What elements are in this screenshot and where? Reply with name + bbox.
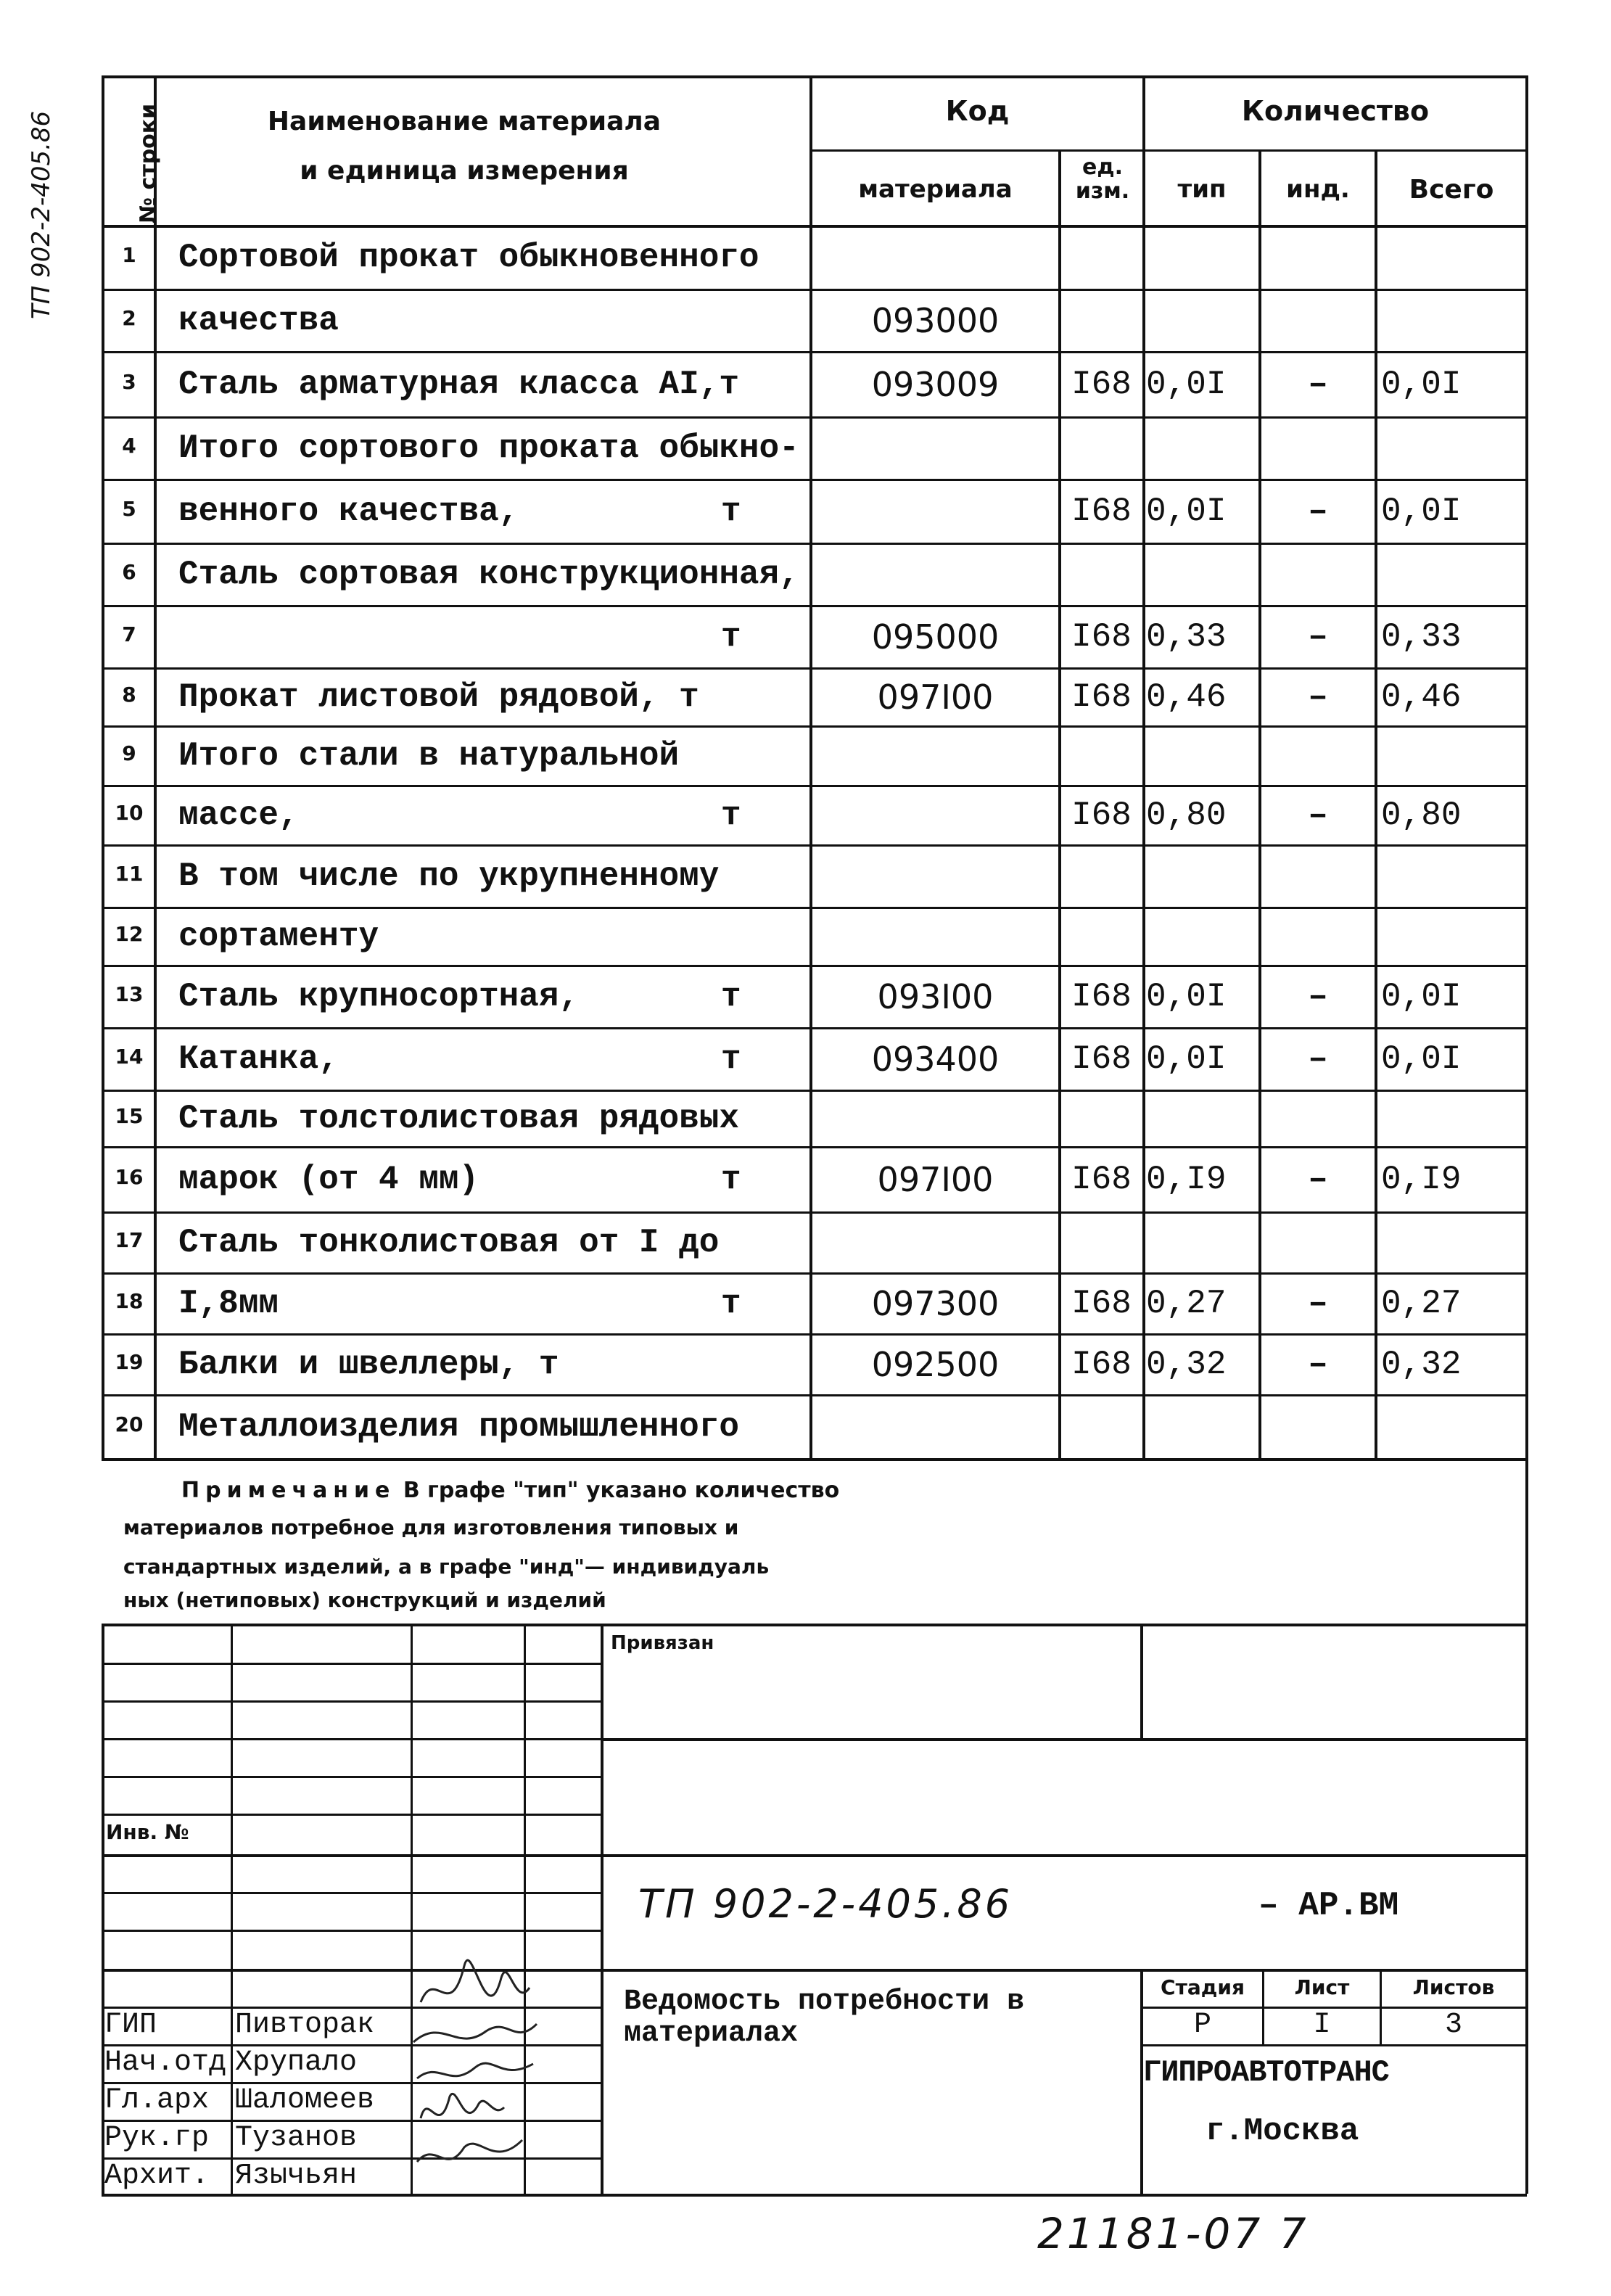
row-number: 4 xyxy=(122,434,136,458)
signer-role: Нач.отд xyxy=(104,2046,227,2079)
header-name-2: и единица измерения xyxy=(300,156,629,186)
row-number: 10 xyxy=(115,801,144,825)
doc-title-line-2: материалах xyxy=(624,2017,799,2050)
row-total: 0,46 xyxy=(1381,678,1462,716)
row-ind: – xyxy=(1308,1161,1328,1198)
sheets-label: Листов xyxy=(1412,1975,1495,1999)
row-name: Катанка, xyxy=(178,1040,339,1078)
row-code: 097I00 xyxy=(877,678,994,717)
doc-title-line-1: Ведомость потребности в xyxy=(624,1986,1025,2018)
row-code: 092500 xyxy=(871,1345,1000,1384)
row-ind: – xyxy=(1308,978,1328,1016)
signer-role: Гл.арх xyxy=(104,2084,210,2117)
row-unit: I68 xyxy=(1071,1346,1132,1383)
row-unit-t: т xyxy=(721,493,741,530)
row-ind: – xyxy=(1308,366,1328,403)
row-unit-t: т xyxy=(721,978,741,1016)
row-code: 093I00 xyxy=(877,977,994,1016)
row-total: 0,0I xyxy=(1381,366,1462,403)
row-unit: I68 xyxy=(1071,678,1132,716)
row-name: Прокат листовой рядовой, т xyxy=(178,678,699,716)
row-total: 0,80 xyxy=(1381,797,1462,834)
signer-name: Язычьян xyxy=(235,2160,358,2192)
doc-suffix: – АР.ВМ xyxy=(1258,1887,1399,1925)
row-typ: 0,27 xyxy=(1146,1285,1227,1322)
row-number: 16 xyxy=(115,1165,144,1189)
note-line-2: материалов потребное для изготовления типовых и xyxy=(123,1515,739,1539)
row-name: Металлоизделия промышленного xyxy=(178,1408,739,1446)
signer-name: Хрупало xyxy=(235,2046,358,2079)
row-name: I,8мм xyxy=(178,1285,279,1322)
row-ind: – xyxy=(1308,1346,1328,1383)
header-name: Наименование материала xyxy=(267,107,662,136)
row-typ: 0,0I xyxy=(1146,1040,1227,1078)
signer-role: Архит. xyxy=(104,2160,210,2192)
row-unit-t: т xyxy=(721,1040,741,1078)
sheet-value: I xyxy=(1313,2009,1331,2041)
row-unit: I68 xyxy=(1071,1040,1132,1078)
row-unit: I68 xyxy=(1071,493,1132,530)
footer-number: 21181-07 7 xyxy=(1037,2209,1309,2258)
row-total: 0,0I xyxy=(1381,493,1462,530)
header-code: Код xyxy=(945,95,1010,127)
row-ind: – xyxy=(1308,797,1328,834)
row-code: 095000 xyxy=(871,617,1000,657)
row-typ: 0,80 xyxy=(1146,797,1227,834)
row-name: Сталь сортовая конструкционная, xyxy=(178,556,799,593)
header-total: Всего xyxy=(1409,175,1494,205)
row-number: 2 xyxy=(122,306,136,330)
row-name: В том числе по укрупненному xyxy=(178,857,720,895)
note-prefix: Примечание xyxy=(181,1478,396,1503)
row-number: 15 xyxy=(115,1104,144,1128)
row-number: 3 xyxy=(122,370,136,394)
row-number: 13 xyxy=(115,982,144,1006)
row-code: 097I00 xyxy=(877,1160,994,1199)
row-number: 8 xyxy=(122,683,136,707)
row-ind: – xyxy=(1308,493,1328,530)
row-typ: 0,46 xyxy=(1146,678,1227,716)
org-name: ГИПРОАВТОТРАНС xyxy=(1143,2055,1389,2090)
signer-role: Рук.гр xyxy=(104,2122,210,2155)
row-typ: 0,32 xyxy=(1146,1346,1227,1383)
row-number: 12 xyxy=(115,922,144,946)
row-name: марок (от 4 мм) xyxy=(178,1161,479,1198)
privyazan-label: Привязан xyxy=(611,1632,714,1654)
row-total: 0,I9 xyxy=(1381,1161,1462,1198)
row-number: 20 xyxy=(115,1412,144,1436)
row-number: 11 xyxy=(115,862,144,886)
row-number: 19 xyxy=(115,1350,144,1374)
row-name: массе, xyxy=(178,797,299,834)
row-name: качества xyxy=(178,302,339,340)
stage-value: Р xyxy=(1193,2009,1211,2041)
row-typ: 0,0I xyxy=(1146,493,1227,530)
row-number: 17 xyxy=(115,1228,144,1252)
row-name: Итого сортового проката обыкно- xyxy=(178,429,799,467)
row-number: 9 xyxy=(122,741,136,765)
doc-code: ТП 902-2-405.86 xyxy=(638,1881,1013,1927)
row-number: 1 xyxy=(122,243,136,267)
header-typ: тип xyxy=(1177,175,1227,204)
row-name: Сталь тонколистовая от I до xyxy=(178,1224,720,1262)
row-name: Сталь толстолистовая рядовых xyxy=(178,1100,739,1137)
row-unit: I68 xyxy=(1071,1161,1132,1198)
row-unit-t: т xyxy=(721,797,741,834)
sheet-label: Лист xyxy=(1294,1975,1350,1999)
header-ind: инд. xyxy=(1286,175,1350,204)
row-name: венного качества, xyxy=(178,493,519,530)
row-unit-t: т xyxy=(721,618,741,656)
row-unit: I68 xyxy=(1071,797,1132,834)
header-quantity: Количество xyxy=(1241,95,1430,127)
signer-name: Пивторак xyxy=(235,2009,375,2041)
signer-name: Шаломеев xyxy=(235,2084,375,2117)
row-name: Сталь крупносортная, xyxy=(178,978,580,1016)
row-code: 097300 xyxy=(871,1284,1000,1323)
header-material: материала xyxy=(858,175,1013,204)
note-line-4: ных (нетиповых) конструкций и изделий xyxy=(123,1588,606,1612)
signer-name: Тузанов xyxy=(235,2122,358,2155)
row-total: 0,0I xyxy=(1381,1040,1462,1078)
row-code: 093400 xyxy=(871,1040,1000,1079)
row-total: 0,32 xyxy=(1381,1346,1462,1383)
row-name: Сталь арматурная класса АI,т xyxy=(178,366,739,403)
sheets-value: 3 xyxy=(1444,2009,1462,2041)
row-ind: – xyxy=(1308,1285,1328,1322)
note-line-3: стандартных изделий, а в графе "инд"— индивидуаль xyxy=(123,1555,770,1579)
side-note: ТП 902-2-405.86 xyxy=(27,110,56,319)
org-city: г.Москва xyxy=(1206,2113,1359,2149)
row-name: Сортовой прокат обыкновенного xyxy=(178,239,759,276)
row-ind: – xyxy=(1308,678,1328,716)
row-code: 093009 xyxy=(871,365,1000,404)
row-number: 5 xyxy=(122,497,136,521)
row-typ: 0,0I xyxy=(1146,366,1227,403)
row-name: Итого стали в натуральной xyxy=(178,737,680,775)
row-unit-t: т xyxy=(721,1161,741,1198)
row-number: 18 xyxy=(115,1289,144,1313)
row-ind: – xyxy=(1308,618,1328,656)
header-row-no: № строки xyxy=(136,103,161,223)
note-line-1: В графе "тип" указано количество xyxy=(403,1478,840,1503)
signature-scribbles xyxy=(406,1922,544,2198)
row-total: 0,33 xyxy=(1381,618,1462,656)
row-number: 7 xyxy=(122,622,136,646)
row-name: сортаменту xyxy=(178,918,379,955)
row-unit: I68 xyxy=(1071,1285,1132,1322)
row-ind: – xyxy=(1308,1040,1328,1078)
stage-label: Стадия xyxy=(1161,1975,1245,1999)
row-typ: 0,33 xyxy=(1146,618,1227,656)
inv-no-label: Инв. № xyxy=(106,1820,189,1844)
row-name: Балки и швеллеры, т xyxy=(178,1346,559,1383)
signer-role: ГИП xyxy=(104,2009,157,2041)
row-unit-t: т xyxy=(721,1285,741,1322)
row-total: 0,0I xyxy=(1381,978,1462,1016)
row-total: 0,27 xyxy=(1381,1285,1462,1322)
header-unit: ед. изм. xyxy=(1075,155,1130,204)
row-unit: I68 xyxy=(1071,618,1132,656)
row-code: 093000 xyxy=(871,301,1000,340)
row-unit: I68 xyxy=(1071,366,1132,403)
row-number: 14 xyxy=(115,1045,144,1069)
row-typ: 0,0I xyxy=(1146,978,1227,1016)
row-number: 6 xyxy=(122,560,136,584)
row-typ: 0,I9 xyxy=(1146,1161,1227,1198)
row-unit: I68 xyxy=(1071,978,1132,1016)
